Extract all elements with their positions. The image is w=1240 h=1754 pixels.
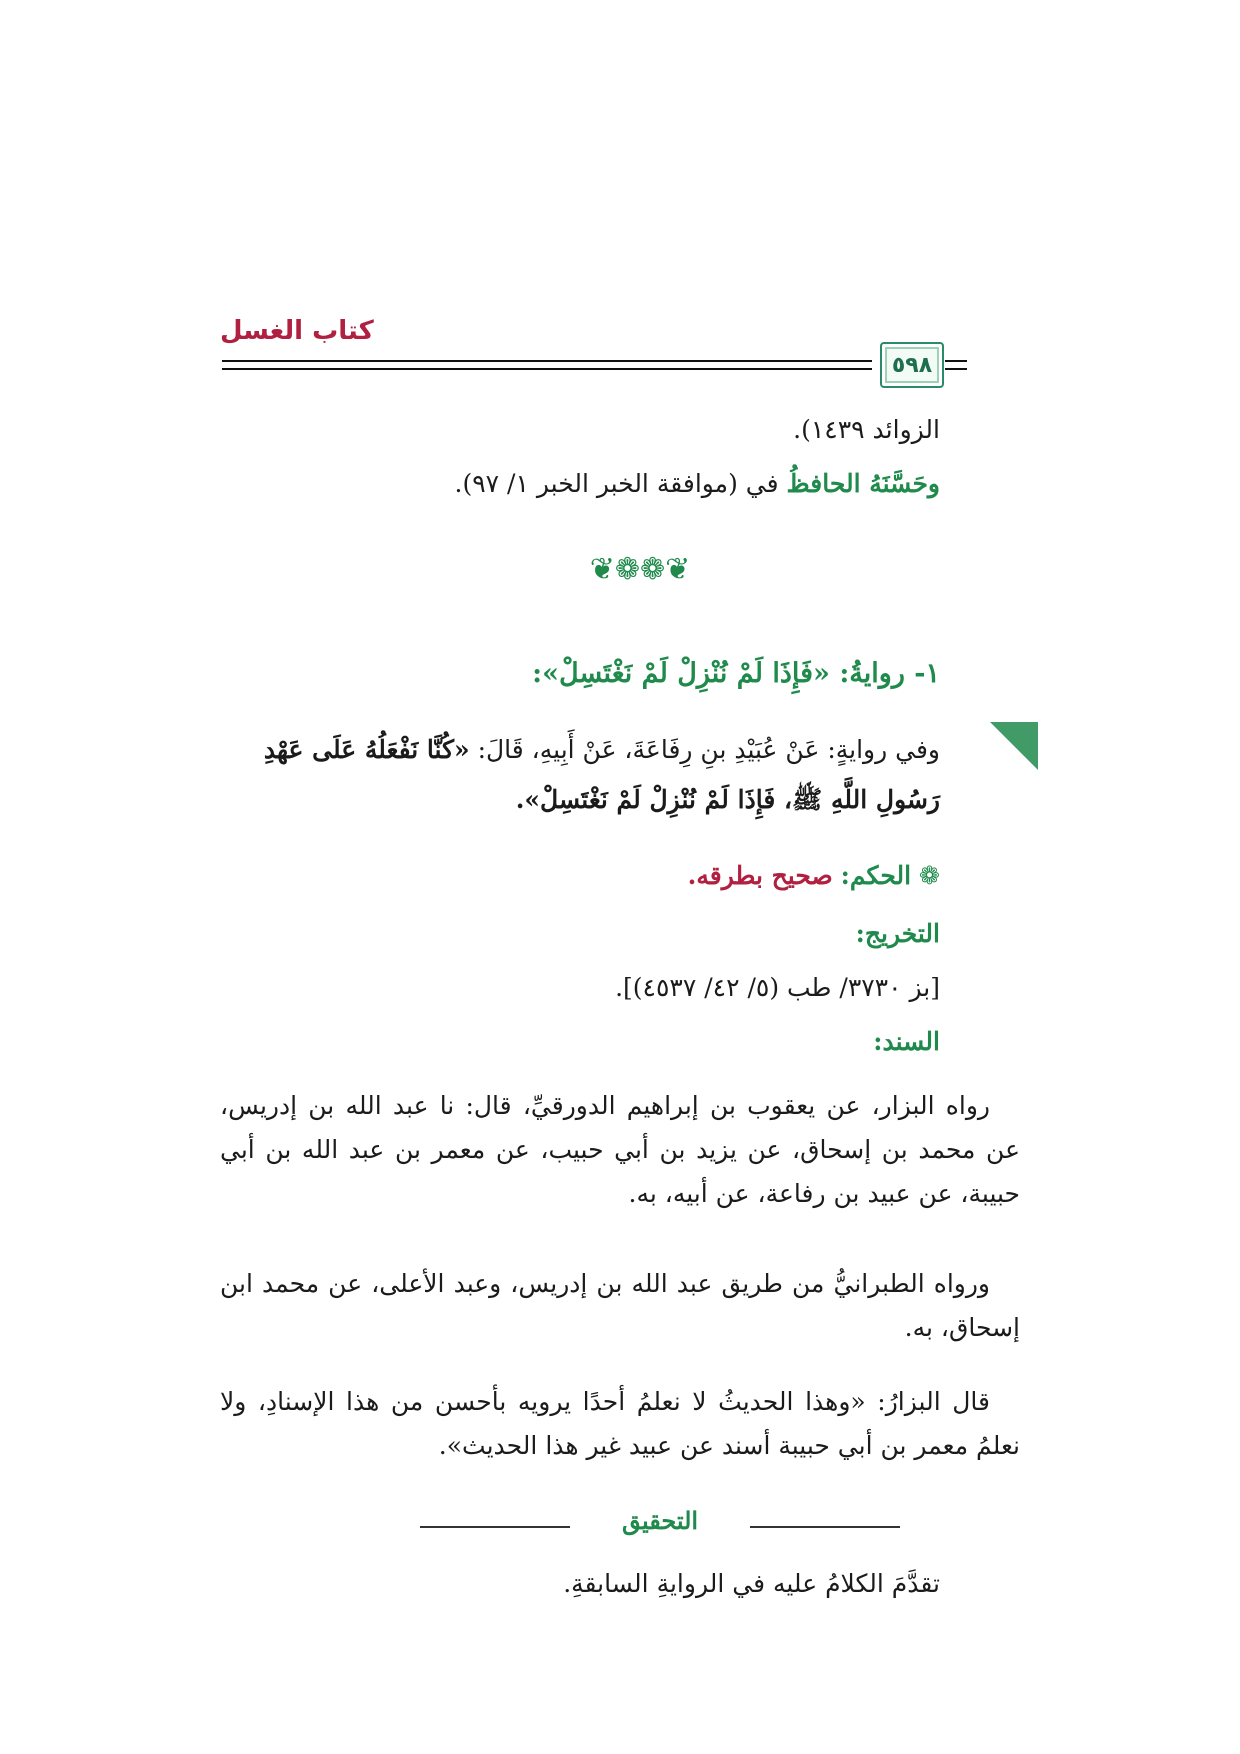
divider-line-right <box>750 1526 900 1528</box>
intro-line-1 <box>220 728 940 772</box>
takhrij-value: [بز ٣٧٣٠/ طب (٥/ ٤٢/ ٤٥٣٧)]. <box>615 973 940 1002</box>
header-rule-top <box>222 360 872 362</box>
divider-line-left <box>420 1526 570 1528</box>
intro-line-2: رَسُولِ اللَّهِ ﷺ، فَإِذَا لَمْ نُنْزِلْ لَمْ نَغْتَسِلْ». <box>515 785 940 814</box>
header-rule-bottom <box>222 368 872 370</box>
section-heading: ١- روايةُ: «فَإِذَا لَمْ نُنْزِلْ لَمْ نَغْتَسِلْ»: <box>532 658 940 689</box>
flower-icon: ❁ <box>919 861 940 890</box>
corner-ornament <box>990 722 1038 770</box>
intro-narration: وفي روايةٍ: عَنْ عُبَيْدِ بنِ رِفَاعَةَ، عَنْ أَبِيهِ، قَالَ: <box>469 735 940 764</box>
sanad-paragraph-2: ورواه الطبرانيُّ من طريق عبد الله بن إدريس، وعبد الأعلى، عن محمد ابن إسحاق، به. <box>220 1269 1020 1342</box>
header-rule-right-bottom <box>945 368 967 370</box>
tahqiq-label: التحقيق <box>621 1506 699 1535</box>
intro-quote-start: «كُنَّا نَفْعَلُهُ عَلَى عَهْدِ <box>263 735 470 764</box>
sanad-label: السند: <box>873 1027 940 1056</box>
continuation-line: الزوائد ١٤٣٩). <box>793 415 940 444</box>
hasan-label: وحَسَّنَهُ الحافظُ <box>786 469 940 498</box>
sanad-paragraph-1: رواه البزار، عن يعقوب بن إبراهيم الدورقيِّ، قال: نا عبد الله بن إدريس، عن محمد بن إسحاق، عن يزيد بن أبي حبيب، عن معمر بن عبد الله بن أبي حبيبة، عن عبيد بن رفاعة، عن أبيه، به. <box>220 1091 1020 1208</box>
hasan-line <box>240 462 940 506</box>
ruling-value: صحيح بطرقه. <box>687 861 833 890</box>
tahqiq-text: تقدَّمَ الكلامُ عليه في الروايةِ السابقةِ. <box>563 1569 940 1598</box>
book-title: كتاب الغسل <box>220 316 374 346</box>
section-ornament: ❦❁❁❦ <box>589 552 691 587</box>
page-number: ٥٩٨ <box>891 352 933 378</box>
ruling-label: الحكم: <box>840 861 912 890</box>
ruling-line <box>220 854 940 898</box>
hasan-source: في (موافقة الخبر الخبر ١/ ٩٧). <box>454 469 787 498</box>
tahqiq-divider <box>420 1506 900 1542</box>
takhrij-label: التخريج: <box>855 919 940 948</box>
header-rule-right-top <box>945 360 967 362</box>
page-number-badge <box>880 342 944 388</box>
bazzar-statement: قال البزارُ: «وهذا الحديثُ لا نعلمُ أحدًا يرويه بأحسن من هذا الإسنادِ، ولا نعلمُ معمر بن أبي حبيبة أسند عن عبيد غير هذا الحديث». <box>220 1387 1020 1460</box>
